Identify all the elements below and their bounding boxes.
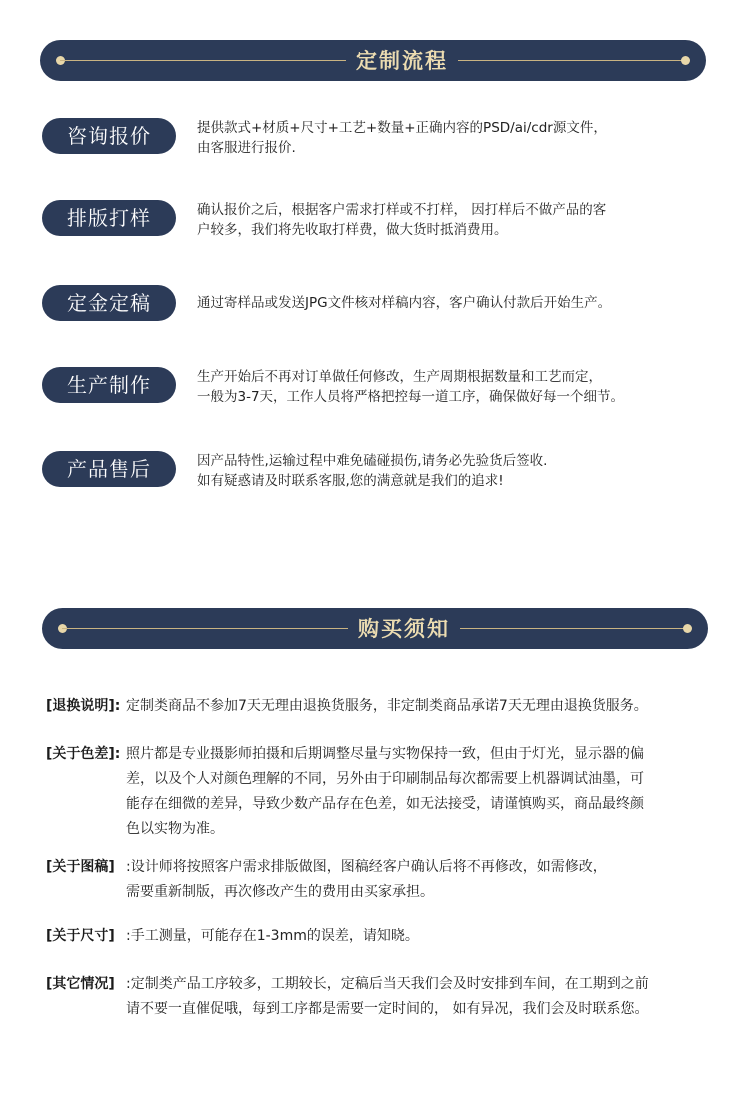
step-label-pill: 生产制作: [42, 367, 176, 403]
notice-label: [退换说明]:: [46, 698, 121, 714]
step-description-line: 通过寄样品或发送JPG文件核对样稿内容，客户确认付款后开始生产。: [197, 295, 612, 311]
banner-dot-right: [681, 56, 690, 65]
notice-body-line: 请不要一直催促哦，每到工序都是需要一定时间的， 如有异况，我们会及时联系您。: [126, 1001, 649, 1017]
notice-body-line: 需要重新制版，再次修改产生的费用由买家承担。: [126, 884, 434, 900]
notice-body-line: :手工测量，可能存在1-3mm的误差，请知晓。: [126, 928, 419, 944]
step-description-line: 生产开始后不再对订单做任何修改，生产周期根据数量和工艺而定，: [197, 369, 602, 385]
step-description-line: 因产品特性,运输过程中难免磕碰损伤,请务必先验货后签收.: [197, 453, 548, 469]
step-description: [197, 451, 702, 491]
banner-line-right: [460, 628, 688, 629]
notice-label: [关于尺寸]: [46, 928, 115, 944]
notice-body-line: 能存在细微的差异，导致少数产品存在色差，如无法接受，请谨慎购买，商品最终颜: [126, 796, 644, 812]
notice-body-line: :定制类产品工序较多，工期较长，定稿后当天我们会及时安排到车间，在工期到之前: [126, 976, 649, 992]
step-description: [197, 200, 702, 240]
banner-line-right: [458, 60, 686, 61]
notice-section-title: 购买须知: [358, 616, 450, 641]
notice-body-line: :设计师将按照客户需求排版做图，图稿经客户确认后将不再修改，如需修改，: [126, 859, 607, 875]
process-section-title: 定制流程: [356, 48, 448, 73]
banner-line-left: [60, 60, 346, 61]
notice-body-line: 照片都是专业摄影师拍摄和后期调整尽量与实物保持一致，但由于灯光，显示器的偏: [126, 746, 644, 762]
notice-section-banner: [42, 608, 708, 649]
step-description-line: 确认报价之后，根据客户需求打样或不打样， 因打样后不做产品的客: [197, 202, 607, 218]
notice-body: [126, 742, 644, 842]
step-description: [197, 118, 702, 158]
notice-body: [126, 972, 649, 1022]
notice-label: [关于色差]:: [46, 746, 121, 762]
banner-line-left: [62, 628, 348, 629]
step-description-line: 户较多，我们将先收取打样费，做大货时抵消费用。: [197, 222, 508, 238]
notice-label: [关于图稿]: [46, 859, 115, 875]
step-label-pill: 产品售后: [42, 451, 176, 487]
notice-label: [其它情况]: [46, 976, 115, 992]
banner-dot-right: [683, 624, 692, 633]
step-description: [197, 367, 702, 407]
notice-body: [126, 855, 607, 905]
notice-body: [126, 694, 648, 719]
notice-body-line: 差，以及个人对颜色理解的不同，另外由于印刷制品每次都需要上机器调试油墨，可: [126, 771, 644, 787]
step-description: [197, 293, 702, 313]
step-label-pill: 定金定稿: [42, 285, 176, 321]
process-section-banner: [40, 40, 706, 81]
step-description-line: 一般为3-7天，工作人员将严格把控每一道工序，确保做好每一个细节。: [197, 389, 625, 405]
notice-body: [126, 924, 419, 949]
step-description-line: 如有疑惑请及时联系客服,您的满意就是我们的追求!: [197, 473, 504, 489]
notice-body-line: 定制类商品不参加7天无理由退换货服务，非定制类商品承诺7天无理由退换货服务。: [126, 698, 648, 714]
step-label-pill: 咨询报价: [42, 118, 176, 154]
step-description-line: 提供款式+材质+尺寸+工艺+数量+正确内容的PSD/ai/cdr源文件，: [197, 120, 607, 136]
step-description-line: 由客服进行报价.: [197, 140, 296, 156]
notice-body-line: 色以实物为准。: [126, 821, 224, 837]
step-label-pill: 排版打样: [42, 200, 176, 236]
